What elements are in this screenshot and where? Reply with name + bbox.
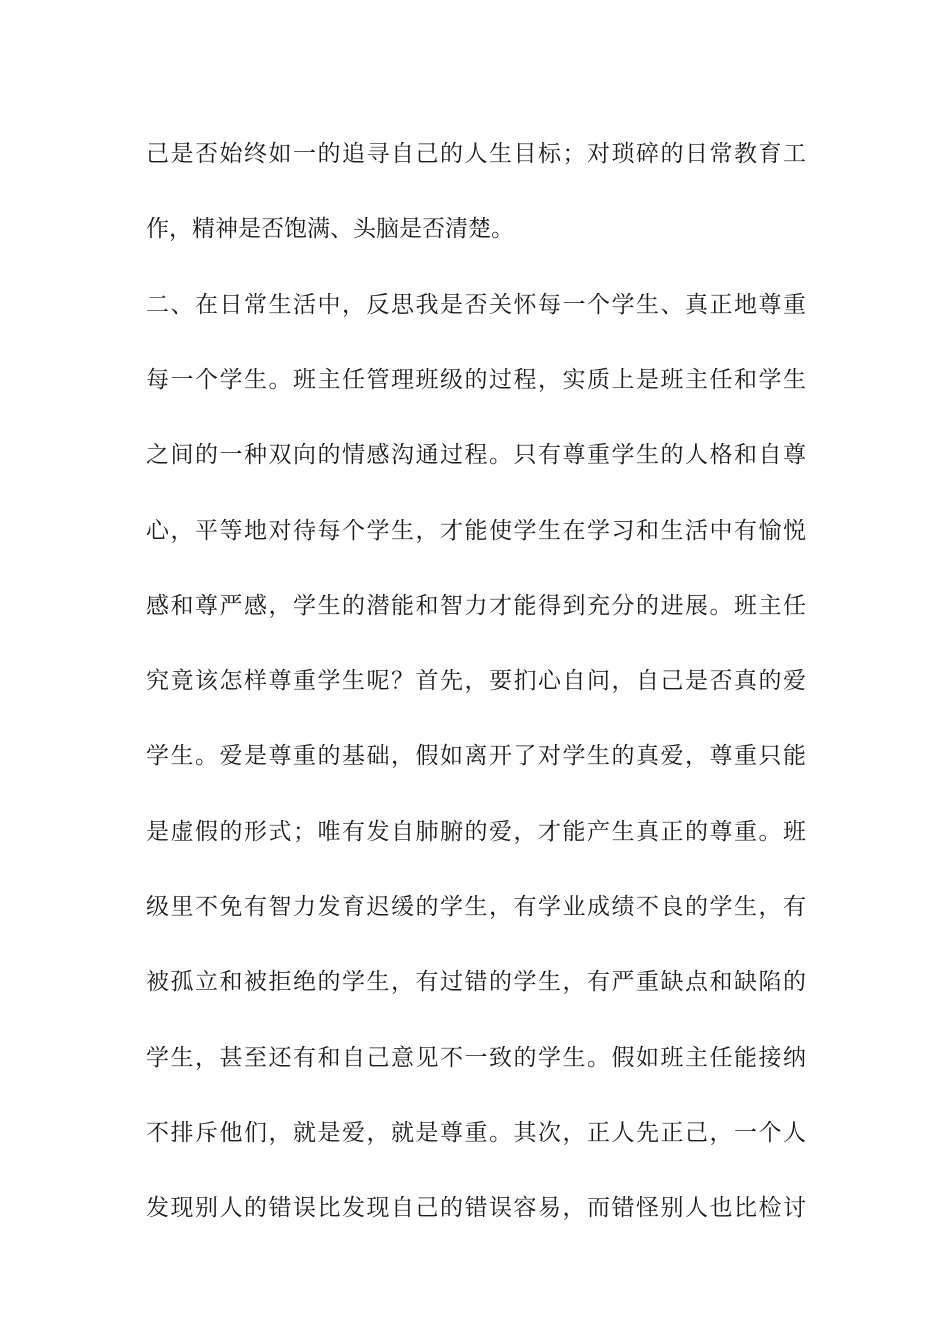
text-line: 不排斥他们，就是爱，就是尊重。其次，正人先正己，一个人 (146, 1119, 806, 1146)
text-line: 究竟该怎样尊重学生呢？首先，要扪心自问，自己是否真的爱 (146, 668, 806, 695)
text-line: 发现别人的错误比发现自己的错误容易，而错怪别人也比检讨 (146, 1195, 806, 1222)
text-line: 二、在日常生活中，反思我是否关怀每一个学生、真正地尊重 (146, 291, 806, 318)
text-line: 心，平等地对待每个学生，才能使学生在学习和生活中有愉悦 (146, 517, 806, 544)
text-line: 是虚假的形式；唯有发自肺腑的爱，才能产生真正的尊重。班 (146, 818, 806, 845)
text-line: 学生，甚至还有和自己意见不一致的学生。假如班主任能接纳 (146, 1044, 806, 1071)
text-line: 之间的一种双向的情感沟通过程。只有尊重学生的人格和自尊 (146, 442, 806, 469)
text-line: 感和尊严感，学生的潜能和智力才能得到充分的进展。班主任 (146, 592, 806, 619)
text-line: 每一个学生。班主任管理班级的过程，实质上是班主任和学生 (146, 366, 806, 393)
text-line: 被孤立和被拒绝的学生，有过错的学生，有严重缺点和缺陷的 (146, 969, 806, 996)
text-line: 己是否始终如一的追寻自己的人生目标；对琐碎的日常教育工 (146, 141, 806, 167)
text-line: 学生。爱是尊重的基础，假如离开了对学生的真爱，尊重只能 (146, 743, 806, 770)
text-line: 级里不免有智力发育迟缓的学生，有学业成绩不良的学生，有 (146, 894, 806, 920)
text-line: 作，精神是否饱满、头脑是否清楚。 (146, 216, 514, 243)
